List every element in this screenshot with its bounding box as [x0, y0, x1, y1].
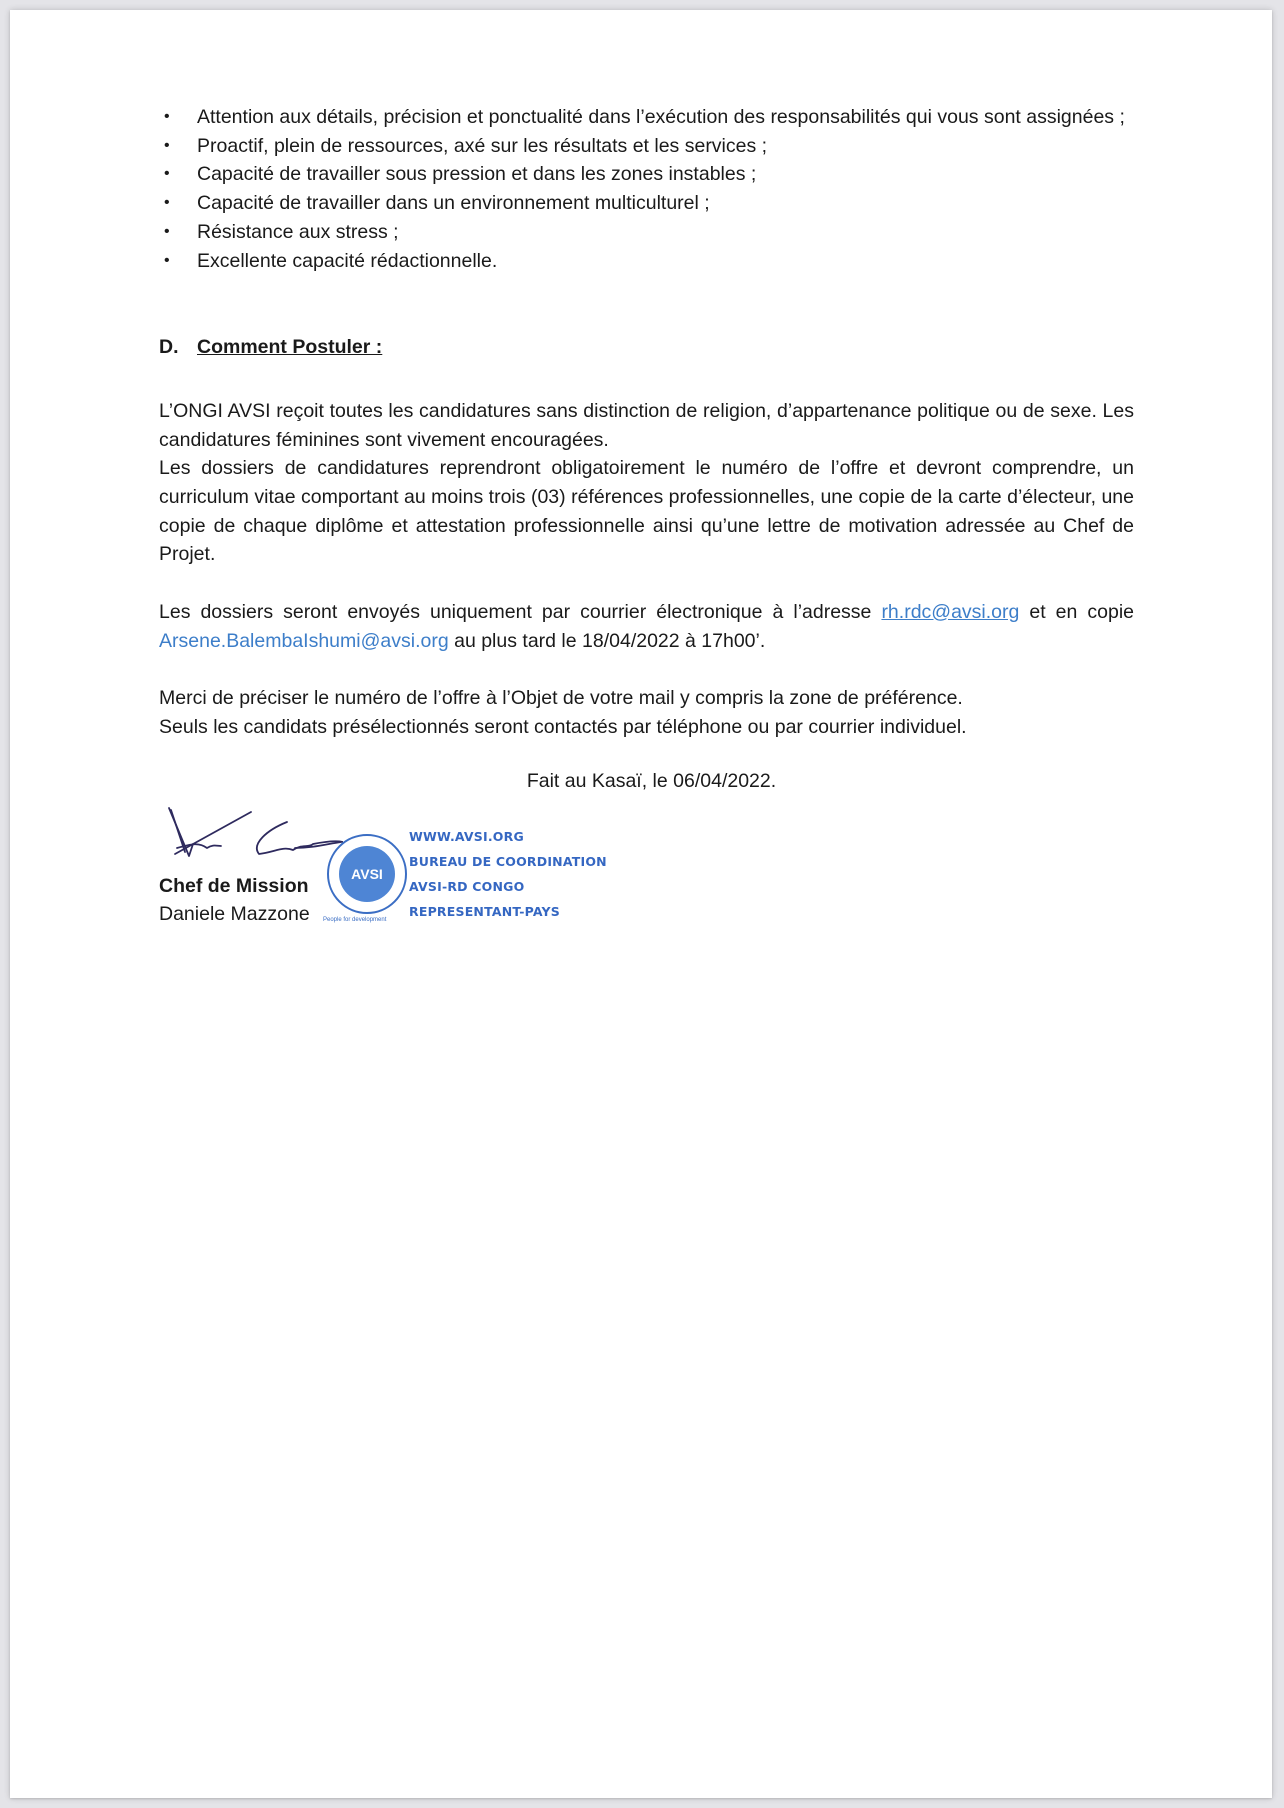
bullet-icon: •: [164, 165, 170, 183]
list-item-text: Excellente capacité rédactionnelle.: [197, 249, 498, 272]
stamp-line: WWW.AVSI.ORG: [409, 829, 524, 845]
signatory-role: Chef de Mission: [159, 875, 309, 898]
section-letter: D.: [159, 336, 179, 359]
copy-email-link[interactable]: Arsene.BalembaIshumi@avsi.org: [159, 629, 449, 652]
list-item-text: Capacité de travailler dans un environnement multiculturel ;: [197, 192, 710, 215]
avsi-logo: AVSI: [339, 846, 395, 902]
deadline-text: au plus tard le 18/04/2022 à 17h00’.: [448, 629, 766, 652]
document-content: [159, 103, 1134, 934]
list-item-text: Attention aux détails, précision et ponctualité dans l’exécution des responsabilités qui vous sont assignées ;: [197, 106, 1125, 128]
bullet-icon: •: [164, 251, 170, 269]
handwritten-signature: [163, 804, 343, 864]
submission-paragraph: [159, 598, 1134, 655]
list-item: [159, 160, 1134, 189]
section-heading: [159, 333, 1134, 362]
stamp-line: AVSI-RD CONGO: [409, 879, 525, 895]
eligibility-text: L’ONGI AVSI reçoit toutes les candidatures sans distinction de religion, d’appartenance politique ou de sexe. Les candidatures féminines sont vivement encouragées.: [159, 399, 1134, 451]
subject-instruction-text: Merci de préciser le numéro de l’offre à l’Objet de votre mail y compris la zone de préférence.: [159, 686, 963, 709]
section-title: Comment Postuler :: [197, 336, 383, 359]
signature-block: [159, 804, 1134, 934]
list-item: [159, 103, 1134, 132]
bullet-icon: •: [164, 222, 170, 240]
list-item: [159, 218, 1134, 247]
list-item-text: Proactif, plein de ressources, axé sur les résultats et les services ;: [197, 134, 768, 157]
qualifications-list: [159, 103, 1134, 275]
document-page: [10, 10, 1272, 1798]
stamp-circle: [327, 834, 407, 914]
list-item: [159, 247, 1134, 276]
organization-stamp: [323, 824, 607, 924]
signatory-name: Daniele Mazzone: [159, 903, 310, 926]
stamp-line: REPRESENTANT-PAYS: [409, 904, 561, 920]
hr-email-link[interactable]: rh.rdc@avsi.org: [881, 600, 1020, 623]
list-item: [159, 132, 1134, 161]
bullet-icon: •: [164, 108, 170, 125]
eligibility-paragraph: [159, 397, 1134, 569]
shortlist-notice-text: Seuls les candidats présélectionnés seront contactés par téléphone ou par courrier individuel.: [159, 715, 967, 738]
submission-text-copy: et en copie: [1019, 600, 1134, 623]
bullet-icon: •: [164, 136, 170, 154]
stamp-line: BUREAU DE COORDINATION: [409, 854, 607, 870]
submission-text: Les dossiers seront envoyés uniquement par courrier électronique à l’adresse: [159, 600, 882, 623]
list-item: [159, 189, 1134, 218]
stamp-tagline: People for development: [323, 917, 387, 924]
stamp-text: [409, 824, 607, 924]
place-date: Fait au Kasaï, le 06/04/2022.: [526, 770, 777, 793]
bullet-icon: •: [164, 194, 170, 212]
application-requirements-text: Les dossiers de candidatures reprendront obligatoirement le numéro de l’offre et devront comprendre, un curriculum vitae comportant au moins trois (03) références professionnelles, une copie de la carte d’électeur, une copie de chaque diplôme et attestation professionnelle ainsi qu’une lettre de motivation adressée au Chef de Projet.: [159, 457, 1134, 566]
list-item-text: Résistance aux stress ;: [197, 220, 399, 243]
instructions-paragraph: [159, 684, 1134, 741]
list-item-text: Capacité de travailler sous pression et dans les zones instables ;: [197, 163, 757, 186]
